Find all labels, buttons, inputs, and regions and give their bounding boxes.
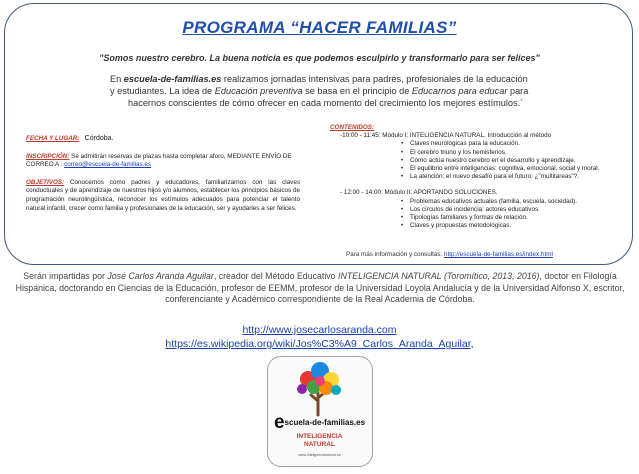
wikipedia-link[interactable]: https://es.wikipedia.org/wiki/Jos%C3%A9_Carlos_Aranda_Aguilar: [165, 338, 471, 350]
more-info: [346, 251, 553, 258]
school-logo: [267, 356, 373, 467]
list-item: • Los círculos de incidencia: actores educativos.: [410, 206, 630, 214]
list-item: • El equilibrio entre inteligencias: cognitiva, emocional, social y moral.: [410, 165, 630, 173]
objetivos-text: Conocernos como padres y educadores, familiarizarnos con las claves conductuales y de aprendizaje de nuestros hijos y/o alumnos, establecer los principios básicos de programación neurolingüística, reconocer los estímulos adecuados para potenciar el talento natural infantil, crecer como familia y profesionales de la educación, ser y ayudarles a ser felices.: [26, 178, 300, 212]
tree-icon: [268, 357, 371, 417]
author-bio: [14, 271, 626, 306]
list-item: • Claves neurológicas para la educación.: [410, 140, 630, 148]
modulo-1-title: -10:00 - 11:45: Módulo I: INTELIGENCIA NATURAL, Introducción al método: [340, 132, 552, 140]
contenidos-label: CONTENIDOS:: [330, 124, 375, 131]
fecha-label: FECHA Y LUGAR:: [26, 135, 80, 142]
modulo-2-title: - 12:00 - 14:00: Módulo II: APORTANDO SOLUCIONES.: [340, 189, 498, 197]
bio-mid: , creador del Método Educativo: [213, 271, 339, 281]
intro-term1: Educación preventiva: [214, 86, 303, 96]
contenidos-column: [330, 124, 630, 230]
website-link[interactable]: http://www.josecarlosaranda.com: [242, 324, 397, 336]
logo-tiny-url: www.inteligencianatural.es: [298, 453, 341, 457]
list-item: • Tipologías familiares y formas de relación.: [410, 214, 630, 222]
author-links: [0, 323, 639, 351]
fecha-value: Córdoba.: [84, 135, 114, 142]
intro-term2: Educarnos para educar: [411, 86, 508, 96]
fecha-block: [26, 135, 300, 144]
inscripcion-text: Se admitirán reservas de plazas hasta completar aforo, MEDIANTE ENVÍO DE CORREO A :: [26, 152, 292, 169]
logo-sub2: NATURAL: [304, 441, 335, 448]
logo-subtitle: [268, 433, 371, 449]
list-item: • Claves y propuestas metodológicas.: [410, 222, 630, 230]
more-info-link[interactable]: http://escuela-de-familias.es/index.html: [444, 251, 553, 258]
intro-line3: hacernos conscientes de cómo ofrecer en cada momento del crecimiento los mejores estímulos.´: [128, 98, 524, 108]
modulo-1-list: [330, 140, 630, 181]
intro-mid2: se basa en el principio de: [302, 86, 412, 96]
intro-mid1: realizamos jornadas intensivas para padres, profesionales de la educación y estudiantes. La idea de: [110, 74, 528, 96]
more-info-text: Para más información y consultas:: [346, 251, 444, 258]
list-item: • El cerebro triuno y los hemisferios.: [410, 149, 630, 157]
bio-post: , doctor en Filología Hispánica, doctorando en Ciencias de la Educación, profesor de EEMM, profesor de la Universidad Loyola Andalucía y de la Universidad Alfonso X, escritor, conferenciante y Académico correspondiente de la Real Academia de Córdoba.: [15, 271, 625, 305]
list-item: • Cómo actúa nuestro cerebro en el desarrollo y aprendizaje.: [410, 157, 630, 165]
modulo-2-list: [330, 198, 630, 231]
objetivos-block: [26, 179, 300, 213]
inscripcion-block: [26, 153, 300, 170]
intro-mid3: para: [507, 86, 529, 96]
list-item: • La atención: el nuevo desafío para el futuro: ¿"multitareas"?.: [410, 173, 630, 181]
logo-brand-rest: scuela-de-familias.es: [284, 418, 366, 427]
intro-pre: En: [110, 74, 124, 84]
info-column: [26, 135, 300, 222]
logo-brand-initial: e: [273, 412, 285, 433]
list-item: • Problemas educativos actuales (familia, escuela, sociedad).: [410, 198, 630, 206]
program-quote: "Somos nuestro cerebro. La buena noticia es que podemos esculpirlo y transformarlo para ser felices": [99, 53, 540, 63]
program-title: PROGRAMA “HACER FAMILIAS”: [182, 18, 457, 37]
objetivos-label: OBJETIVOS:: [26, 178, 65, 186]
intro-site: escuela-de-familias.es: [123, 74, 222, 84]
bio-author: José Carlos Aranda Aguilar: [107, 271, 214, 281]
inscripcion-label: INSCRIPCIÓN:: [26, 152, 70, 160]
email-link[interactable]: correo@escuela-de-familias.es: [64, 161, 152, 169]
bio-method: INTELIGENCIA NATURAL (Toromítico, 2013, 2016): [338, 271, 540, 281]
wikipedia-suffix: ,: [470, 338, 474, 350]
logo-brand: [268, 412, 371, 434]
logo-sub1: INTELIGENCIA: [296, 433, 343, 440]
intro-paragraph: [110, 73, 530, 109]
bio-pre: Serán impartidas por: [23, 271, 108, 281]
